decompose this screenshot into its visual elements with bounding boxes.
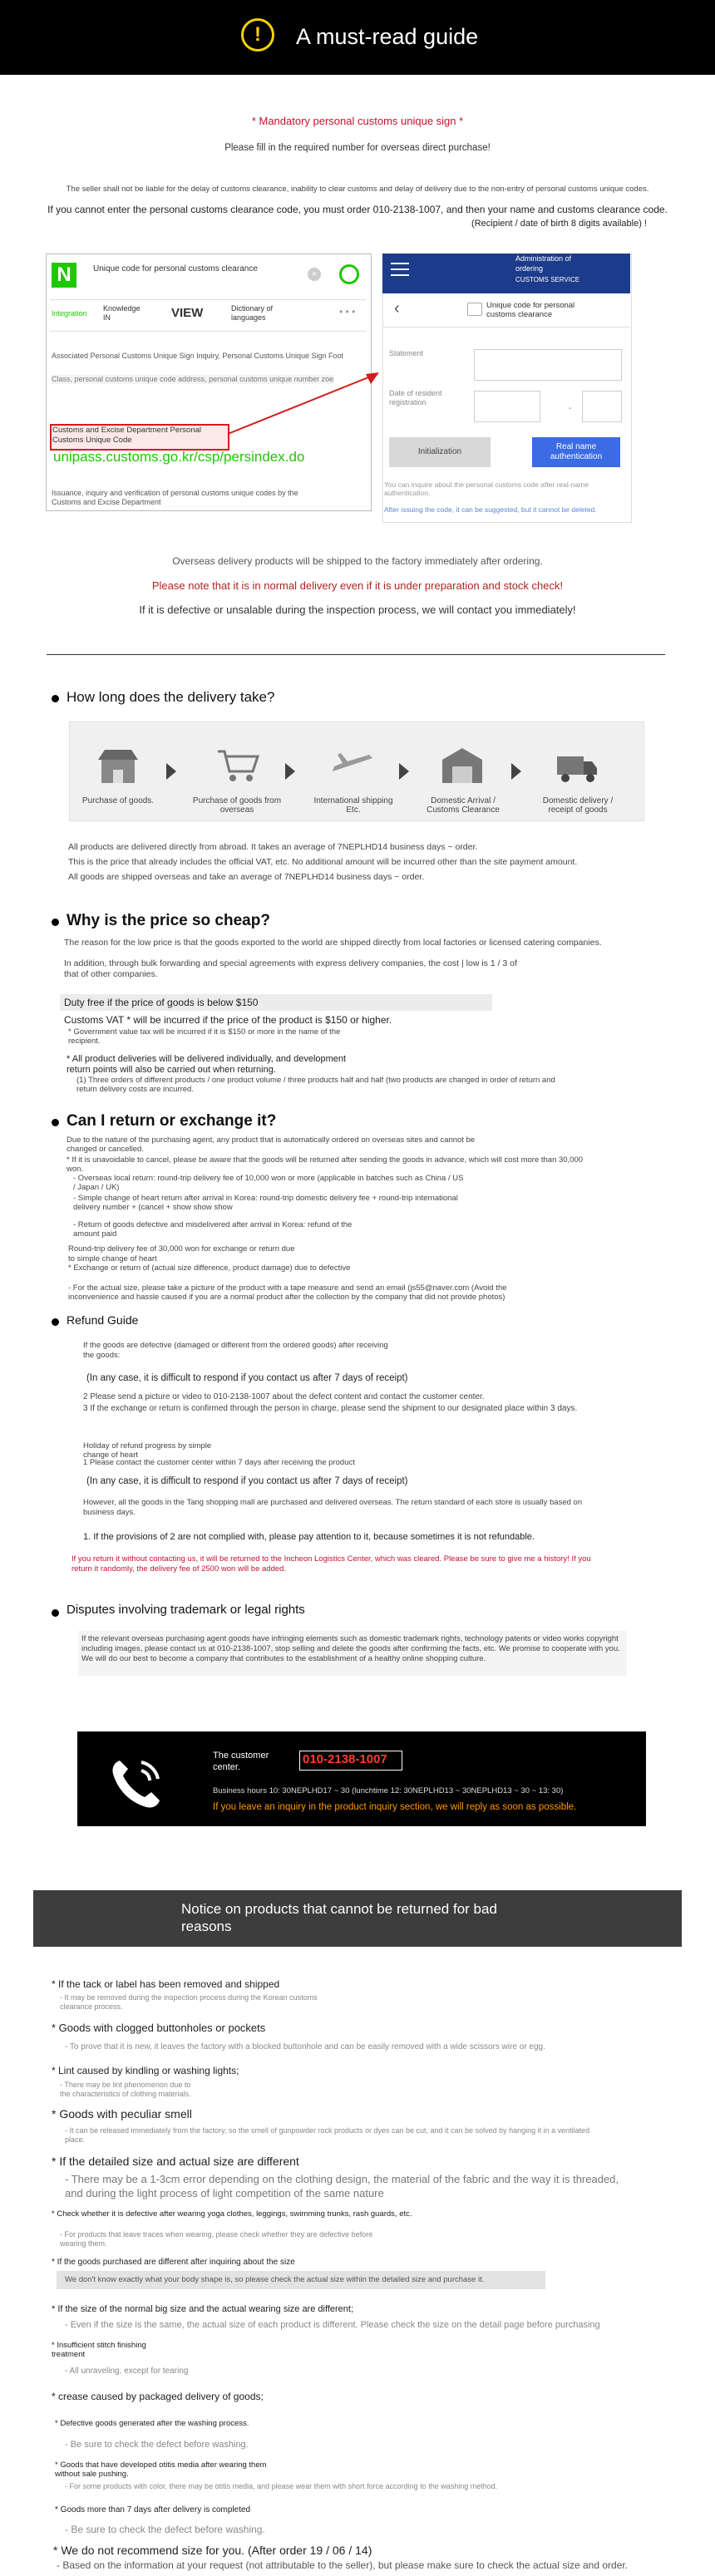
notice-item-title: * If the tack or label has been removed and shipped: [52, 1978, 280, 1990]
three-orders-note: (1) Three orders of different products / one product volume / three products half and half (two products are changed in order of return and return delivery costs are incurred.: [76, 1076, 555, 1094]
org-line1: Administration of: [515, 254, 572, 263]
chevron-right-icon: [285, 763, 295, 780]
notice-item-detail: - It may be removed during the inspection process during the Korean customs clearance process.: [60, 1993, 318, 2011]
notice-item-detail: - It can be released immediately from the factory, so the smell of gunpowder rock products or dyes can be cut, and it can be solved by hanging it in a ventilated place.: [65, 2126, 590, 2144]
delivery-note: All goods are shipped overseas and take an average of 7NEPLHD14 business days ~ order.: [68, 872, 425, 882]
result-title[interactable]: Associated Personal Customs Unique Sign Inquiry, Personal Customs Unique Sign Foot: [52, 352, 344, 360]
notice-item-title: * If the detailed size and actual size are different: [52, 2155, 299, 2168]
customer-center-label: center.: [213, 1762, 241, 1772]
notice-item-detail: - Even if the size is the same, the actual size of each product is different. Please check the size on the detail page before purchasing: [65, 2320, 600, 2330]
page-title: A must-read guide: [296, 24, 479, 49]
returns-line: * Exchange or return of (actual size difference, product damage) due to defective: [68, 1263, 351, 1273]
tab-dictionary[interactable]: Dictionary of languages: [231, 304, 274, 322]
warehouse-icon: [441, 746, 484, 785]
delivery-note: All products are delivered directly from abroad. It takes an average of 7NEPLHD14 business days ~ order.: [68, 842, 478, 852]
exclamation-icon: !: [241, 18, 274, 52]
inquiry-note: If you leave an inquiry in the product inquiry section, we will reply as soon as possible.: [213, 1802, 577, 1812]
fill-notice: Please fill in the required number for overseas direct purchase!: [224, 143, 491, 153]
delivery-note: This is the price that already includes the official VAT, etc. No additional amount will be incurred other than the site payment amount.: [68, 857, 578, 867]
returns-line: to simple change of heart: [68, 1254, 157, 1263]
notice-item-detail: - To prove that it is new, it leaves the factory with a blocked buttonhole and can be easily removed with a wide scissors wire or egg.: [65, 2042, 545, 2051]
returns-line: - For the actual size, please take a picture of the product with a tape measure and send an email (js55@naver.com (Avoid the inconvenience and hassle caused if you are a normal product after the collection by the company that did not provide photos): [68, 1283, 507, 1302]
unipass-header: [382, 254, 630, 293]
business-hours: Business hours 10: 30NEPLHD17 ~ 30 (lunchtime 12: 30NEPLHD13 ~ 30NEPLHD13 ~ 30 ~ 13: 30): [213, 1786, 564, 1795]
duty-free-text: Duty free if the price of goods is below $150: [64, 997, 259, 1008]
notice-item-title: * If the size of the normal big size and the actual wearing size are different;: [52, 2304, 353, 2314]
truck-icon: [555, 746, 599, 785]
notice-item-title: * If the goods purchased are different after inquiring about the size: [52, 2258, 295, 2267]
search-query[interactable]: Unique code for personal customs clearance: [93, 264, 258, 273]
returns-line: - Overseas local return: round-trip delivery fee of 10,000 won or more (applicable in batches such as China / US / Japan / UK): [73, 1174, 464, 1192]
authentication-button[interactable]: Real name authentication: [532, 437, 620, 467]
notice-title: Notice on products that cannot be returned for bad reasons: [181, 1901, 497, 1934]
recipient-notice: (Recipient / date of birth 8 digits available) !: [471, 219, 647, 229]
org-line3: CUSTOMS SERVICE: [515, 276, 580, 283]
price-p1: The reason for the low price is that the goods exported to the world are shipped directly from local factories or licensed catering companies.: [64, 938, 602, 948]
refund-line: Holiday of refund progress by simple change of heart: [83, 1441, 212, 1460]
disputes-text: If the relevant overseas purchasing agent goods have infringing elements such as domestic trademark rights, technology patents or video works copyright including images, please contact us at 010-2138-1007, stop selling and delete the goods after confirming the facts, etc. We promise to cooperate with you. We will do our best to become a company that contributes to the establishment of a healthy online shopping culture.: [81, 1634, 620, 1663]
shipping-line3: If it is defective or unsalable during the inspection process, we will contact you immediately!: [139, 603, 576, 616]
step-international-shipping: International shipping Etc.: [313, 796, 393, 815]
back-icon[interactable]: ‹: [394, 299, 400, 318]
shipping-line1: Overseas delivery products will be shipped to the factory immediately after ordering.: [172, 555, 543, 567]
returns-line: - Return of goods defective and misdelivered after arrival in Korea: refund of the amount paid: [73, 1220, 353, 1239]
refund-title: Refund Guide: [67, 1313, 139, 1327]
step-overseas-purchase: Purchase of goods from overseas: [192, 796, 282, 815]
notice-item-title: * We do not recommend size for you. (After order 19 / 06 / 14): [53, 2544, 372, 2557]
refund-line: If the goods are defective (damaged or different from the ordered goods) after receiving the goods:: [83, 1341, 388, 1360]
returns-title: Can I return or exchange it?: [67, 1112, 277, 1130]
tab-view[interactable]: VIEW: [171, 306, 204, 320]
notice-item-detail: - Be sure to check the defect before washing.: [65, 2440, 249, 2450]
unipass-url[interactable]: unipass.customs.go.kr/csp/persindex.do: [53, 449, 305, 465]
notice-item-detail: - Based on the information at your request (not attributable to the seller), but please make sure to check the actual size and order.: [57, 2559, 629, 2571]
chevron-right-icon: [511, 763, 521, 780]
price-title: Why is the price so cheap?: [67, 912, 270, 929]
notice-item-title: * Goods more than 7 days after delivery is completed: [55, 2505, 251, 2514]
notice-item-title: * crease caused by packaged delivery of goods;: [52, 2391, 264, 2402]
price-p2: In addition, through bulk forwarding and special agreements with express delivery companies, the cost | low is 1 / 3 of that of other companies.: [64, 958, 517, 979]
birth-field[interactable]: [474, 391, 540, 422]
notice-item-detail: - Be sure to check the defect before washing.: [65, 2524, 265, 2535]
store-icon: [96, 746, 140, 785]
url-caption: Issuance, inquiry and verification of personal customs unique codes by the Customs and Excise Department: [52, 489, 298, 506]
unipass-page-title: Unique code for personal customs clearance: [486, 301, 575, 319]
section-bullet: [52, 919, 59, 926]
naver-logo: N: [52, 263, 76, 288]
refund-line: 3 If the exchange or return is confirmed through the person in charge, please send the shipment to our designated place within 3 days.: [83, 1404, 578, 1413]
notice-item-detail: - There may be a 1-3cm error depending on the clothing design, the material of the fabric and the way it is threaded, and during the light process of light competition of the same nature: [65, 2173, 619, 2199]
section-bullet: [52, 695, 59, 702]
notice-item-title: * Goods with clogged buttonholes or pockets: [52, 2022, 266, 2034]
org-line2: ordering: [515, 264, 544, 273]
phone-icon: [108, 1754, 166, 1812]
notice-item-detail: - All unraveling, except for tearing: [65, 2367, 189, 2376]
more-icon[interactable]: • • •: [339, 306, 356, 318]
section-bullet: [52, 1119, 59, 1126]
delivery-title: How long does the delivery take?: [67, 689, 275, 705]
returns-line: Due to the nature of the purchasing agent, any product that is automatically ordered on overseas sites and cannot be changed or cancelled.: [67, 1135, 476, 1154]
resident-field[interactable]: [582, 391, 622, 422]
refund-line: However, all the goods in the Tang shopping mall are purchased and delivered overseas. The return standard of each store is usually based on business days.: [83, 1498, 583, 1517]
shield-icon: [467, 303, 482, 316]
search-icon[interactable]: [339, 264, 359, 284]
cart-icon: [216, 746, 259, 785]
statement-label: Statement: [389, 349, 424, 357]
notice-item-title: * Goods that have developed otitis media after wearing them without sale pushing.: [55, 2460, 267, 2479]
unipass-note1: You can inquire about the personal customs code after real-name authentication.: [384, 480, 589, 497]
clear-icon[interactable]: ×: [308, 268, 321, 281]
returns-line: - Simple change of heart return after arrival in Korea: round-trip domestic delivery fee + round-trip international delivery number + (cancel + show show show: [73, 1194, 458, 1212]
notice-item-detail: - For some products with color, there may be otitis media, and please wear them with short force according to the washing method.: [65, 2482, 498, 2490]
refund-line: 2 Please send a picture or video to 010-2138-1007 about the defect content and contact the customer center.: [83, 1392, 485, 1401]
section-bullet: [52, 1609, 59, 1617]
refund-line: (In any case, it is difficult to respond if you contact us after 7 days of receipt): [86, 1373, 408, 1383]
step-domestic-delivery: Domestic delivery / receipt of goods: [542, 796, 614, 815]
refund-line: (In any case, it is difficult to respond if you contact us after 7 days of receipt): [86, 1476, 408, 1486]
step-domestic-arrival: Domestic Arrival / Customs Clearance: [427, 796, 500, 815]
menu-icon[interactable]: [391, 263, 409, 264]
customer-center-label: The customer: [213, 1751, 269, 1761]
notice-item-title: * Defective goods generated after the washing process.: [55, 2419, 249, 2428]
cannot-enter-notice: If you cannot enter the personal customs clearance code, you must order 010-2138-1007, and then your name and customs clearance code.: [47, 204, 668, 215]
chevron-right-icon: [166, 763, 176, 780]
vat-note: * Government value tax will be incurred if it is $150 or more in the name of the recipient.: [68, 1027, 341, 1046]
phone-number[interactable]: 010-2138-1007: [303, 1752, 387, 1766]
highlight-title[interactable]: Customs and Excise Department Personal Customs Unique Code: [52, 426, 201, 445]
resident-label: Date of resident registration: [389, 389, 442, 406]
tab-integration[interactable]: Integration: [52, 309, 87, 318]
notice-item-title: * Insufficient stitch finishing treatment: [52, 2341, 146, 2359]
section-bullet: [52, 1318, 59, 1326]
refund-warning: If you return it without contacting us, it will be returned to the Incheon Logistics Center, which was cleared. Please be sure to give me a history! If you return it randomly, the delivery fee of 2500 won will be added.: [72, 1554, 591, 1574]
name-field[interactable]: [474, 349, 622, 381]
unipass-note2: After issuing the code, it can be suggested, but it cannot be deleted.: [384, 505, 597, 514]
notice-item-title: * Check whether it is defective after wearing yoga clothes, leggings, swimming trunks, rash guards, etc.: [52, 2209, 412, 2219]
pointer-arrow-icon: [224, 349, 391, 441]
step-purchase: Purchase of goods.: [81, 796, 155, 805]
result-description: Class, personal customs unique code address, personal customs unique number zoe: [52, 375, 334, 383]
individual-delivery: * All product deliveries will be delivered individually, and development return points will also be carried out when returning.: [67, 1054, 347, 1075]
vat-text: Customs VAT * will be incurred if the price of the product is $150 or higher.: [64, 1014, 392, 1026]
notice-item-detail: - There may be lint phenomenon due to the characteristics of clothing materials.: [60, 2081, 191, 2098]
liability-notice: The seller shall not be liable for the delay of customs clearance, inability to clear customs and delay of delivery due to the non-entry of personal customs unique codes.: [66, 185, 649, 194]
shipping-line2: Please note that it is in normal delivery even if it is under preparation and stock check!: [151, 579, 564, 592]
returns-line: * If it is unavoidable to cancel, please be aware that the goods will be returned after sending the goods in advance, which will cost more than 30,000 won.: [67, 1155, 584, 1174]
notice-item-title: * Goods with peculiar smell: [52, 2107, 192, 2120]
mandatory-notice: * Mandatory personal customs unique sign *: [251, 115, 464, 127]
returns-line: Round-trip delivery fee of 30,000 won for exchange or return due: [68, 1244, 295, 1254]
refund-line: 1. If the provisions of 2 are not complied with, please pay attention to it, because sometimes it is not refundable.: [83, 1532, 535, 1542]
initialization-button[interactable]: Initialization: [389, 437, 491, 467]
notice-item-detail: We don't know exactly what your body shape is, so please check the actual size within the detailed size and purchase it.: [65, 2275, 485, 2284]
disputes-title: Disputes involving trademark or legal rights: [67, 1603, 305, 1617]
notice-item-detail: - For products that leave traces when wearing, please check whether they are defective before wearing them.: [60, 2230, 373, 2248]
notice-item-title: * Lint caused by kindling or washing lights;: [52, 2065, 239, 2076]
chevron-right-icon: [399, 763, 409, 780]
refund-line: 1 Please contact the customer center within 7 days after receiving the product: [83, 1458, 355, 1467]
airplane-icon: [331, 746, 374, 785]
divider: [47, 654, 665, 655]
tab-knowledge[interactable]: Knowledge IN: [103, 304, 141, 322]
